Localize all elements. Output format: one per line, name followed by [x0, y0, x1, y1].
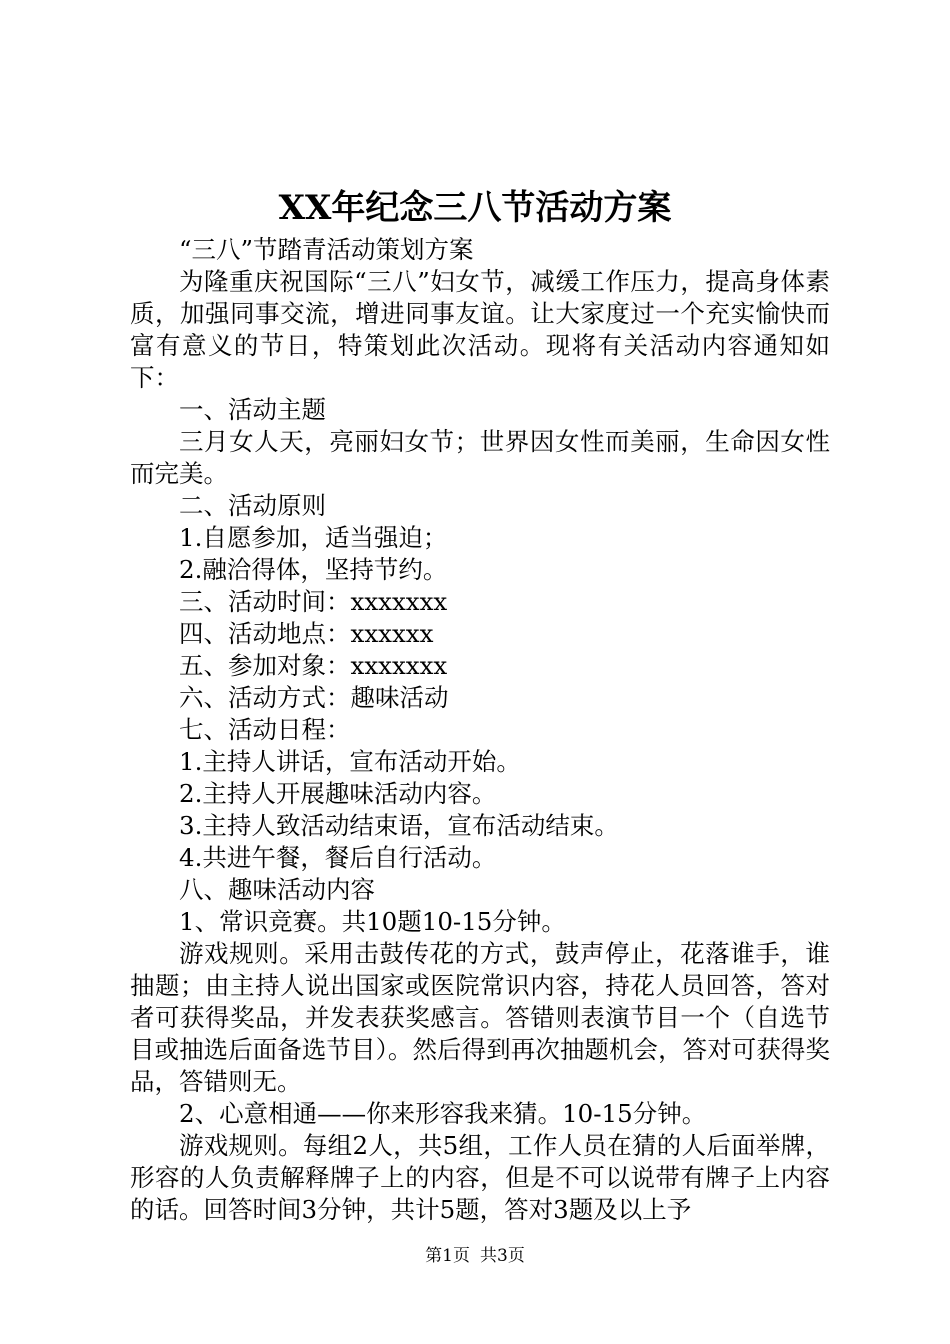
paragraph: 1、常识竞赛。共10题10-15分钟。 — [179, 907, 566, 936]
paragraph: 一、活动主题 — [179, 395, 326, 424]
paragraph: 游戏规则。采用击鼓传花的方式，鼓声停止，花落谁手，谁抽题；由主持人说出国家或医院常识内容，持花人员回答，答对者可获得奖品，并发表获奖感言。答错则表演节目一个（自选节目或抽选后面备选节目）。然后得到再次抽题机会，答对可获得奖品，答错则无。 — [130, 939, 830, 1096]
paragraph: 4.共进午餐，餐后自行活动。 — [179, 843, 497, 872]
paragraph: 三月女人天，亮丽妇女节；世界因女性而美丽，生命因女性而完美。 — [130, 427, 830, 488]
paragraph: 二、活动原则 — [179, 491, 326, 520]
page-number: 第1页 — [425, 1246, 470, 1266]
paragraph: 游戏规则。每组2人，共5组，工作人员在猜的人后面举牌，形容的人负责解释牌子上的内容，但是不可以说带有牌子上内容的话。回答时间3分钟，共计5题，答对3题及以上予 — [130, 1131, 830, 1224]
paragraph: 八、趣味活动内容 — [179, 875, 375, 904]
paragraph: 七、活动日程： — [179, 715, 351, 744]
paragraph: 五、参加对象：xxxxxxx — [179, 651, 448, 680]
paragraph: 为隆重庆祝国际“三八”妇女节，减缓工作压力，提高身体素质，加强同事交流，增进同事友谊。让大家度过一个充实愉快而富有意义的节日，特策划此次活动。现将有关活动内容通知如下： — [130, 267, 830, 392]
document-body — [130, 234, 830, 1226]
paragraph: 1.自愿参加，适当强迫； — [179, 523, 448, 552]
page-footer — [0, 1244, 950, 1268]
paragraph: 六、活动方式：趣味活动 — [179, 683, 449, 712]
paragraph: 3.主持人致活动结束语，宣布活动结束。 — [179, 811, 619, 840]
paragraph: “三八”节踏青活动策划方案 — [179, 235, 474, 264]
page-total: 共3页 — [480, 1246, 525, 1266]
paragraph: 三、活动时间：xxxxxxx — [179, 587, 448, 616]
document-title: XX年纪念三八节活动方案 — [278, 188, 672, 228]
paragraph: 2.融洽得体，坚持节约。 — [179, 555, 448, 584]
paragraph: 2、心意相通——你来形容我来猜。10-15分钟。 — [179, 1099, 707, 1128]
paragraph: 2.主持人开展趣味活动内容。 — [179, 779, 497, 808]
paragraph: 1.主持人讲话，宣布活动开始。 — [179, 747, 521, 776]
paragraph: 四、活动地点：xxxxxx — [179, 619, 434, 648]
